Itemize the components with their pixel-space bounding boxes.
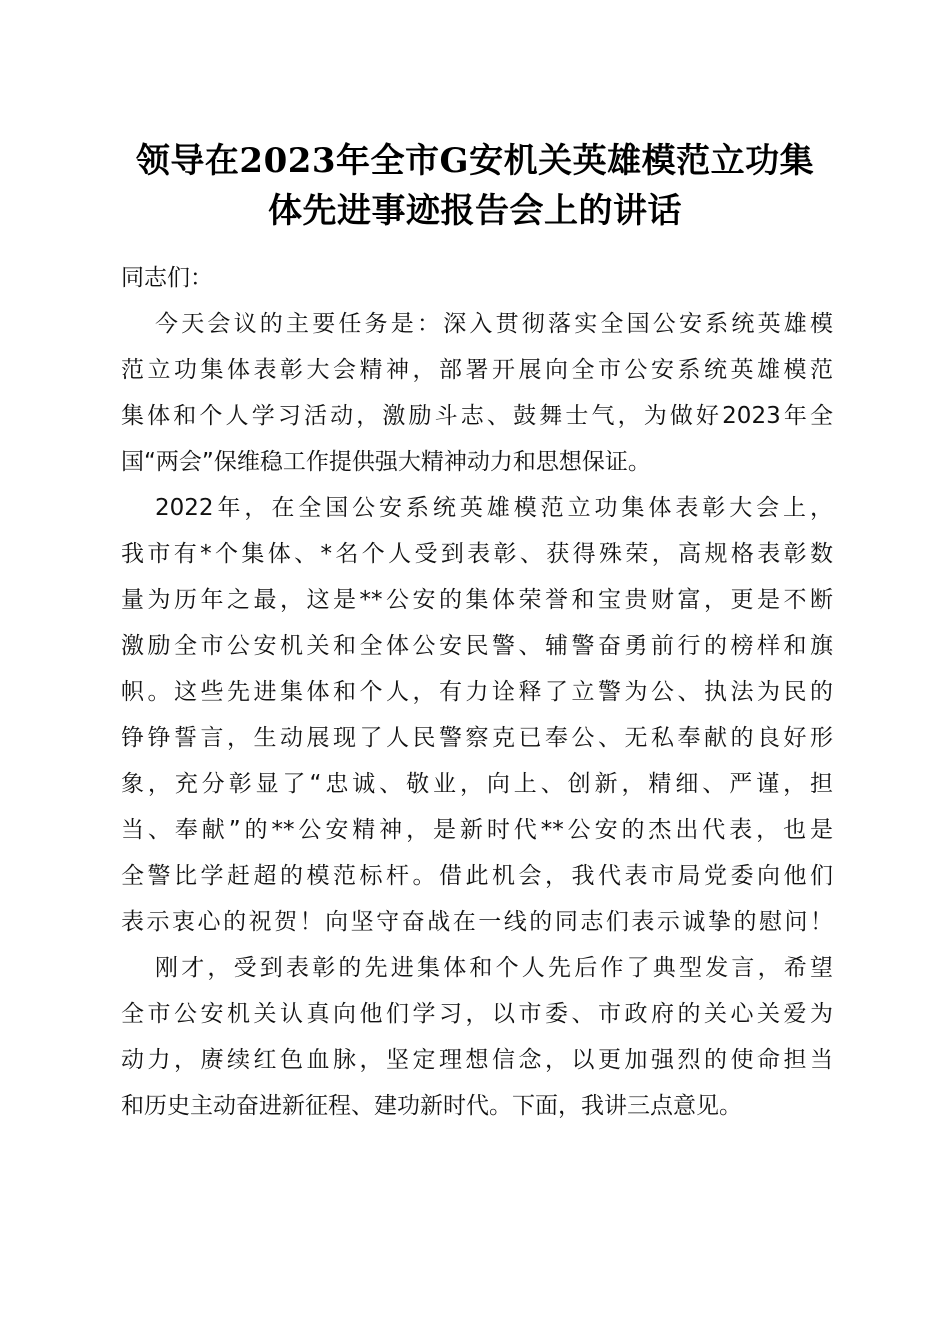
- paragraph: [121, 945, 833, 1129]
- document-body: [121, 255, 833, 1129]
- salutation: 同志们：: [121, 265, 213, 291]
- paragraph-line: 今天会议的主要任务是：深入贯彻落实全国公安系统英雄模: [155, 311, 833, 337]
- paragraph-line: 国“两会”保维稳工作提供强大精神动力和思想保证。: [121, 449, 651, 475]
- document-title: [110, 136, 840, 236]
- paragraph-line: 2022年，在全国公安系统英雄模范立功集体表彰大会上，: [155, 495, 833, 521]
- paragraph-line: 范立功集体表彰大会精神，部署开展向全市公安系统英雄模范: [121, 357, 833, 383]
- paragraph-line: 量为历年之最，这是**公安的集体荣誉和宝贵财富，更是不断: [121, 587, 833, 613]
- paragraph-line: 帜。这些先进集体和个人，有力诠释了立警为公、执法为民的: [121, 679, 833, 705]
- paragraph-line: 当、奉献”的**公安精神，是新时代**公安的杰出代表，也是: [121, 817, 833, 843]
- paragraph-line: 动力，赓续红色血脉，坚定理想信念，以更加强烈的使命担当: [121, 1047, 833, 1073]
- paragraph-line: 和历史主动奋进新征程、建功新时代。下面，我讲三点意见。: [121, 1093, 742, 1119]
- paragraph: [121, 485, 833, 945]
- title-line: 领导在2023年全市G安机关英雄模范立功集: [135, 141, 815, 181]
- paragraph-line: 象，充分彰显了“忠诚、敬业，向上、创新，精细、严谨，担: [121, 771, 833, 797]
- paragraph-line: 集体和个人学习活动，激励斗志、鼓舞士气，为做好2023年全: [121, 403, 833, 429]
- paragraph-line: 全市公安机关认真向他们学习，以市委、市政府的关心关爱为: [121, 1001, 833, 1027]
- title-line: 体先进事迹报告会上的讲话: [268, 191, 682, 231]
- paragraph-line: 我市有*个集体、*名个人受到表彰、获得殊荣，高规格表彰数: [121, 541, 833, 567]
- paragraph-line: 刚才，受到表彰的先进集体和个人先后作了典型发言，希望: [155, 955, 833, 981]
- paragraph: [121, 301, 833, 485]
- paragraph-line: 表示衷心的祝贺！向坚守奋战在一线的同志们表示诚挚的慰问！: [121, 909, 833, 935]
- paragraph-line: 激励全市公安机关和全体公安民警、辅警奋勇前行的榜样和旗: [121, 633, 833, 659]
- paragraph-line: 全警比学赶超的模范标杆。借此机会，我代表市局党委向他们: [121, 863, 833, 889]
- paragraph-line: 铮铮誓言，生动展现了人民警察克已奉公、无私奉献的良好形: [121, 725, 833, 751]
